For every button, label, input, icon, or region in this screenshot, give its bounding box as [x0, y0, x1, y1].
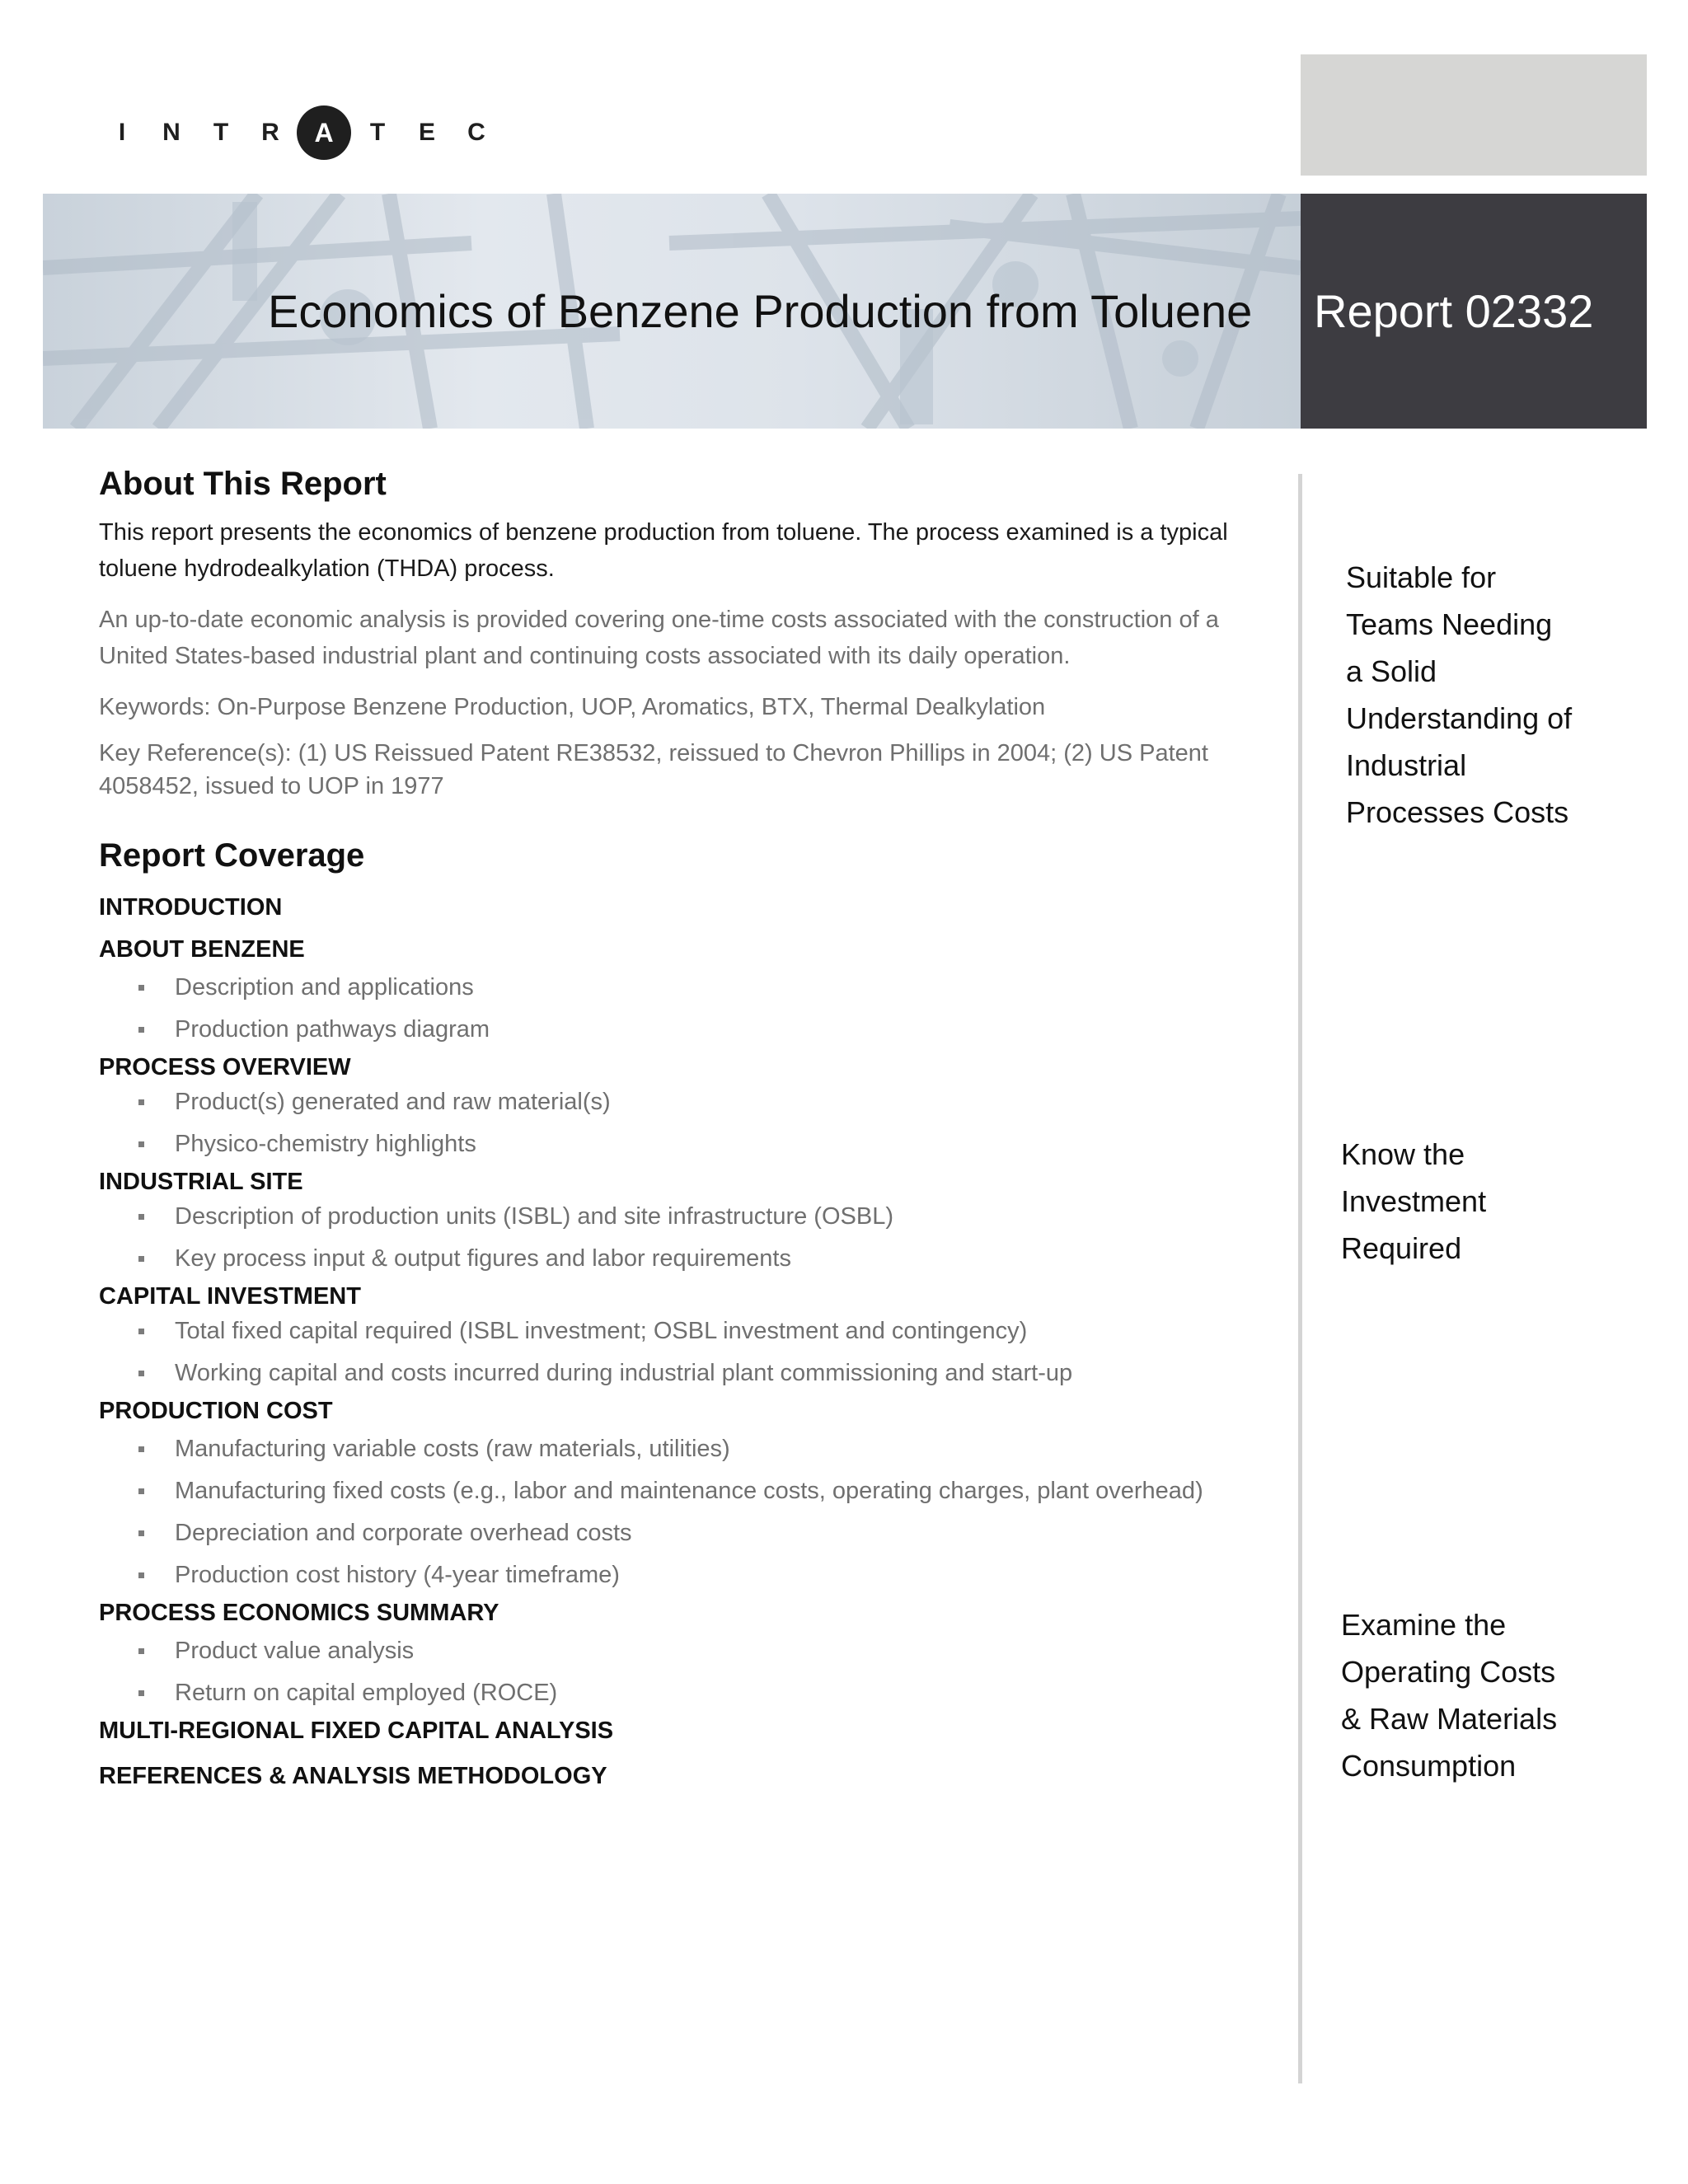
- coverage-item: [99, 967, 1286, 1009]
- logo-circle-letter: A: [297, 105, 351, 160]
- coverage-section-title: PROCESS ECONOMICS SUMMARY: [99, 1600, 499, 1626]
- coverage-item: [99, 1123, 1286, 1165]
- coverage-section: [99, 894, 1286, 921]
- side-line: Operating Costs: [1341, 1655, 1556, 1689]
- side-highlight-operating-costs: [1341, 1601, 1557, 1789]
- coverage-item: [99, 1512, 1286, 1554]
- coverage-item: [99, 1428, 1286, 1470]
- coverage-item-text: Production pathways diagram: [175, 1016, 490, 1043]
- coverage-item: [99, 1196, 1286, 1238]
- side-line: a Solid: [1346, 654, 1437, 688]
- side-line: Industrial: [1346, 748, 1467, 782]
- coverage-item: [99, 1081, 1286, 1123]
- logo-letter: T: [369, 119, 386, 146]
- report-title: Economics of Benzene Production from Toluene: [268, 285, 1253, 337]
- bullet-icon: [138, 1141, 144, 1147]
- coverage-item-text: Product(s) generated and raw material(s): [175, 1089, 611, 1115]
- coverage-item-text: Product value analysis: [175, 1638, 415, 1664]
- coverage-item-text: Physico-chemistry highlights: [175, 1131, 476, 1157]
- side-line: Investment: [1341, 1184, 1487, 1218]
- about-intro: This report presents the economics of benzene production from toluene. The process examined is a typical toluene hydrodealkylation (THDA) process.: [99, 519, 1228, 582]
- coverage-section: [99, 1763, 1286, 1790]
- logo-letter: C: [467, 119, 485, 146]
- coverage-item-text: Manufacturing fixed costs (e.g., labor and maintenance costs, operating charges, plant overhead): [175, 1478, 1203, 1504]
- bullet-icon: [138, 1690, 144, 1696]
- side-line: Required: [1341, 1231, 1462, 1265]
- coverage-item-text: Manufacturing variable costs (raw materials, utilities): [175, 1436, 730, 1462]
- header-gray-block: [1301, 54, 1647, 176]
- bullet-icon: [138, 1648, 144, 1654]
- coverage-heading: Report Coverage: [99, 837, 365, 874]
- logo-letter: E: [418, 119, 435, 146]
- coverage-item-text: Total fixed capital required (ISBL investment; OSBL investment and contingency): [175, 1318, 1028, 1344]
- intratec-logo: [97, 105, 501, 160]
- coverage-section: [99, 1054, 1286, 1165]
- side-line: Know the: [1341, 1137, 1465, 1171]
- coverage-section: [99, 1283, 1286, 1394]
- logo-letter: I: [118, 119, 126, 146]
- coverage-section: [99, 1169, 1286, 1280]
- coverage-item: [99, 1310, 1286, 1352]
- coverage-item-text: Key process input & output figures and labor requirements: [175, 1245, 791, 1272]
- about-references: Key Reference(s): (1) US Reissued Patent RE38532, reissued to Chevron Phillips in 2004; (2) US Patent 4058452, issued to UOP in 1977: [99, 740, 1208, 799]
- coverage-section-title: ABOUT BENZENE: [99, 936, 305, 963]
- coverage-item-text: Working capital and costs incurred during industrial plant commissioning and start-up: [175, 1360, 1073, 1386]
- main-content: [99, 466, 1286, 1790]
- coverage-item: [99, 1238, 1286, 1280]
- side-highlight-teams: [1346, 554, 1572, 836]
- bullet-icon: [138, 1572, 144, 1578]
- side-line: Teams Needing: [1346, 607, 1553, 641]
- coverage-item-text: Production cost history (4-year timeframe): [175, 1562, 620, 1588]
- side-line: Understanding of: [1346, 701, 1573, 735]
- coverage-section: [99, 1718, 1286, 1745]
- coverage-section-title: REFERENCES & ANALYSIS METHODOLOGY: [99, 1763, 607, 1789]
- about-analysis: An up-to-date economic analysis is provided covering one-time costs associated with the construction of a United States-based industrial plant and continuing costs associated with its daily operation.: [99, 607, 1219, 669]
- coverage-section-title: PROCESS OVERVIEW: [99, 1054, 351, 1080]
- coverage-item-text: Depreciation and corporate overhead costs: [175, 1520, 632, 1546]
- bullet-icon: [138, 1488, 144, 1494]
- side-highlight-investment: [1341, 1131, 1486, 1272]
- coverage-section-title: CAPITAL INVESTMENT: [99, 1283, 361, 1310]
- coverage-section: [99, 1600, 1286, 1714]
- bullet-icon: [138, 1446, 144, 1452]
- logo-letter: T: [213, 119, 229, 146]
- coverage-section: [99, 1398, 1286, 1596]
- coverage-item: [99, 1672, 1286, 1714]
- coverage-item-text: Description and applications: [175, 974, 474, 1001]
- side-line: Consumption: [1341, 1749, 1517, 1783]
- report-number-box: [1301, 194, 1647, 429]
- bullet-icon: [138, 1530, 144, 1536]
- side-line: & Raw Materials: [1341, 1702, 1558, 1736]
- coverage-item: [99, 1554, 1286, 1596]
- report-number: Report 02332: [1314, 285, 1594, 337]
- coverage-item-text: Return on capital employed (ROCE): [175, 1680, 558, 1706]
- coverage-section-title: MULTI-REGIONAL FIXED CAPITAL ANALYSIS: [99, 1718, 614, 1744]
- side-line: Examine the: [1341, 1608, 1507, 1642]
- logo-letter: N: [162, 119, 181, 146]
- side-line: Suitable for: [1346, 560, 1497, 594]
- bullet-icon: [138, 1256, 144, 1262]
- coverage-item: [99, 1009, 1286, 1051]
- about-heading: About This Report: [99, 466, 387, 502]
- bullet-icon: [138, 1371, 144, 1376]
- bullet-icon: [138, 1214, 144, 1220]
- title-banner: [43, 194, 1301, 429]
- logo-letter: R: [261, 119, 279, 146]
- about-keywords: Keywords: On-Purpose Benzene Production, UOP, Aromatics, BTX, Thermal Dealkylation: [99, 694, 1046, 720]
- bullet-icon: [138, 1329, 144, 1334]
- coverage-item: [99, 1630, 1286, 1672]
- bullet-icon: [138, 1099, 144, 1105]
- coverage-section-title: PRODUCTION COST: [99, 1398, 333, 1424]
- coverage-item: [99, 1470, 1286, 1512]
- vertical-divider: [1298, 474, 1302, 2083]
- coverage-item: [99, 1352, 1286, 1394]
- bullet-icon: [138, 985, 144, 991]
- side-line: Processes Costs: [1346, 795, 1569, 829]
- coverage-section-title: INTRODUCTION: [99, 894, 283, 921]
- bullet-icon: [138, 1027, 144, 1033]
- coverage-section: [99, 936, 1286, 1051]
- coverage-item-text: Description of production units (ISBL) and site infrastructure (OSBL): [175, 1203, 893, 1230]
- coverage-section-title: INDUSTRIAL SITE: [99, 1169, 303, 1195]
